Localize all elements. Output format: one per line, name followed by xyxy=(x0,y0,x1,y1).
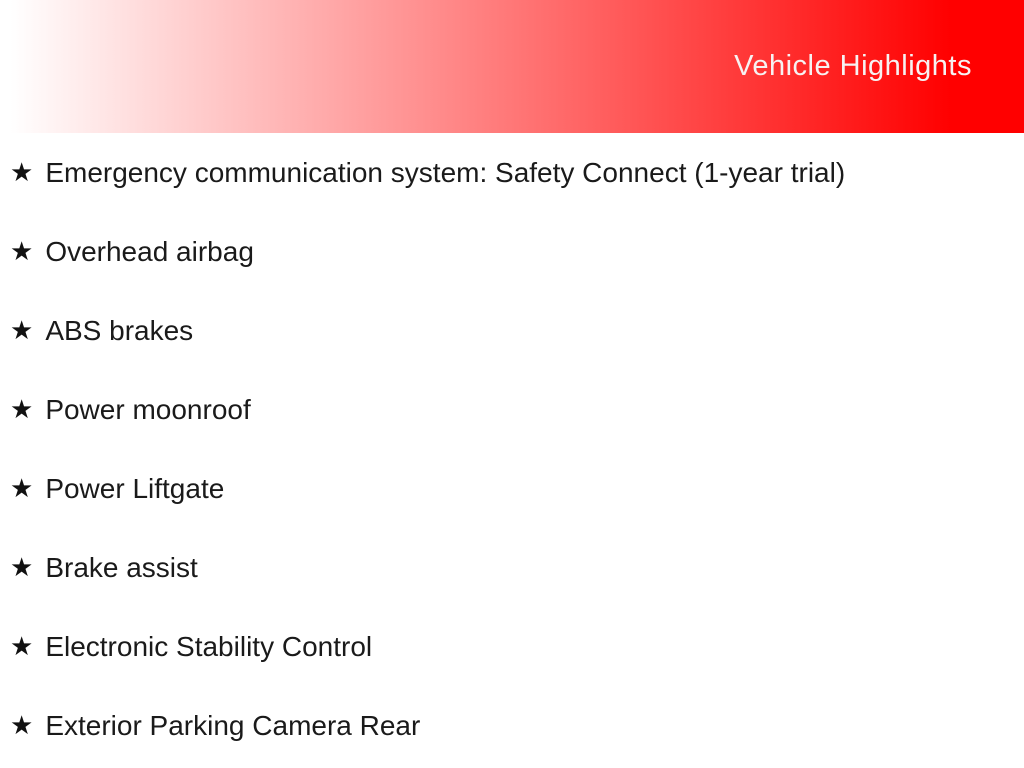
feature-item-label: Power moonroof xyxy=(45,393,251,425)
star-bullet-icon: ★ xyxy=(10,156,34,187)
page-title: Vehicle Highlights xyxy=(734,50,972,82)
vehicle-feature-list xyxy=(0,133,1024,765)
feature-list-item xyxy=(0,212,1024,291)
feature-list-item xyxy=(0,449,1024,528)
star-bullet-icon: ★ xyxy=(10,393,34,424)
star-bullet-icon: ★ xyxy=(10,709,34,740)
feature-item-label: Emergency communication system: Safety Connect (1-year trial) xyxy=(45,156,846,188)
slide-header xyxy=(0,0,1024,133)
star-bullet-icon: ★ xyxy=(10,630,34,661)
feature-item-label: Brake assist xyxy=(45,551,198,583)
feature-list-item xyxy=(0,686,1024,765)
feature-list-item xyxy=(0,133,1024,212)
feature-list-item xyxy=(0,528,1024,607)
feature-item-label: Overhead airbag xyxy=(45,235,254,267)
feature-item-label: Power Liftgate xyxy=(45,472,225,504)
star-bullet-icon: ★ xyxy=(10,314,34,345)
star-bullet-icon: ★ xyxy=(10,551,34,582)
feature-list-item xyxy=(0,370,1024,449)
star-bullet-icon: ★ xyxy=(10,235,34,266)
star-bullet-icon: ★ xyxy=(10,472,34,503)
feature-item-label: Exterior Parking Camera Rear xyxy=(45,709,421,741)
feature-item-label: Electronic Stability Control xyxy=(45,630,373,662)
feature-list-item xyxy=(0,291,1024,370)
feature-list-item xyxy=(0,607,1024,686)
feature-item-label: ABS brakes xyxy=(45,314,194,346)
